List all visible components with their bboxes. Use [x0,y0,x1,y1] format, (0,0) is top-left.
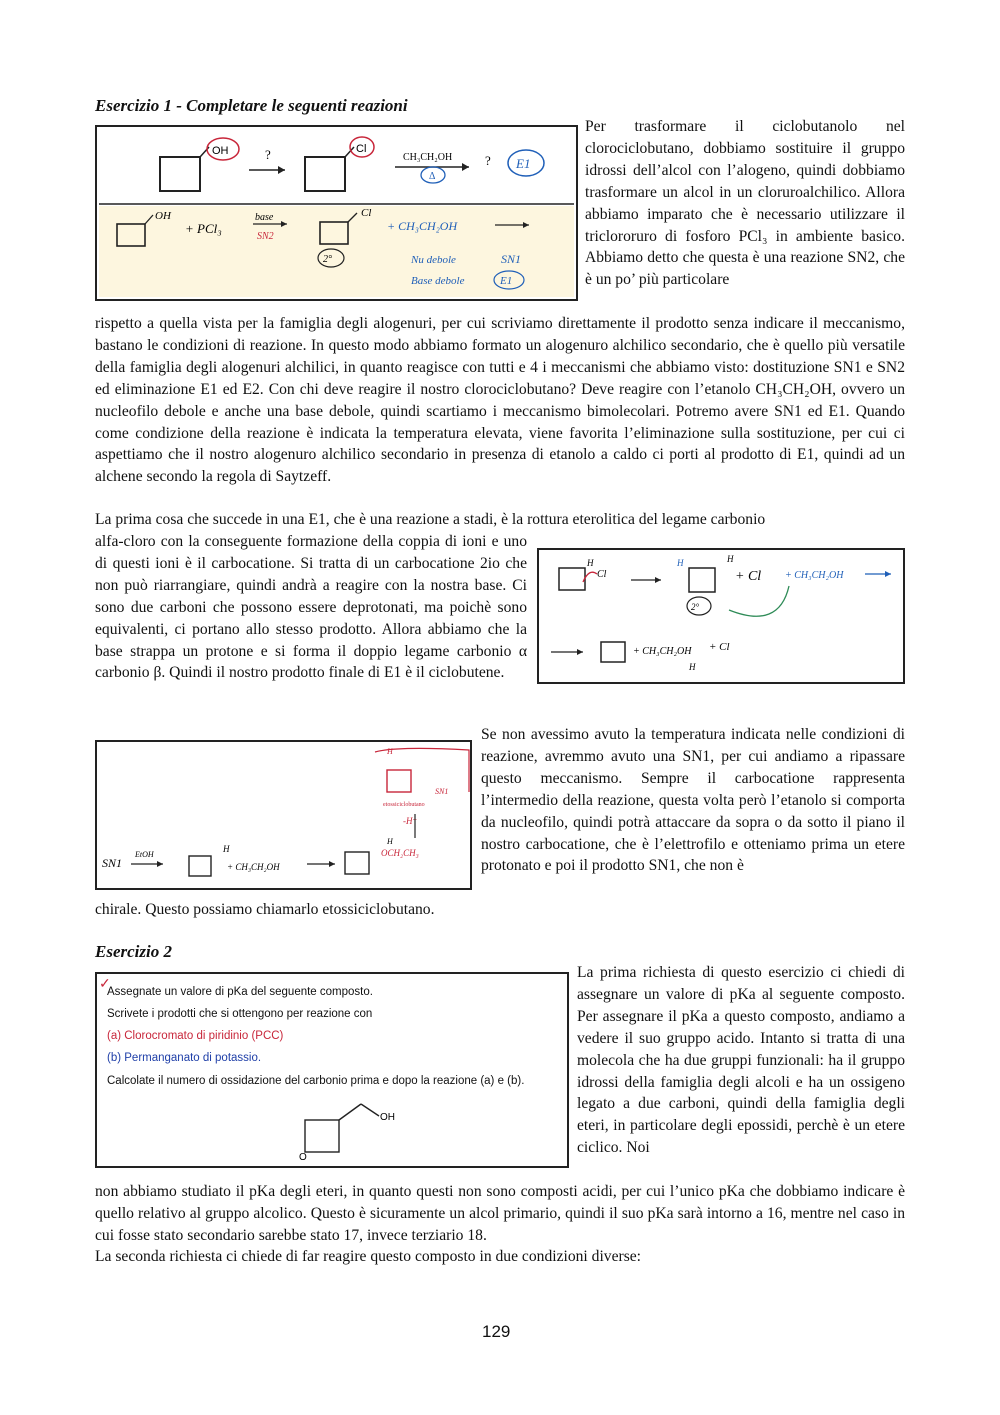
fig2-plus-cl: + Cl [735,569,762,584]
oxetane-structure [287,1096,427,1162]
ex1-paragraph-6: chirale. Questo possiamo chiamarlo etossiciclobutano. [95,901,435,918]
fig1-e1: E1 [516,156,531,171]
fig2-plus-cl2: + Cl [709,641,730,653]
ex2-paragraph-1: La prima richiesta di questo esercizio ci chiedi di assegnare un valore di pKa al seguente composto. Per assegnare il pKa a questo composto, andiamo a vedere il suo gruppo acido. Intanto si tratta di una molecola che ha due gruppi funzionali: ha il gruppo idrossi della famiglia degli alcoli e ha un ossigeno legato a due carboni, quindi della famiglia degli eteri, in particolare degli epossidi, perchè è un etere ciclico. Noi [577,964,905,1157]
ex1-paragraph-5: Se non avessimo avuto la temperatura indicata nelle condizioni di reazione, avremmo avuto una SN1, per cui andiamo a ripassare questo meccanismo. Sempre il carbocatione rappresenta l’intermedio della reazione, questa volta però l’etanolo si comporta da nucleofilo, quindi potrà attaccare da sopra o da sotto il piano il nostro carbocatione, che è l’elettrofilo e otteniamo prima un etere protonato e poi il prodotto SN1, che non è [481,726,905,875]
ex2-line-3: (a) Clorocromato di piridinio (PCC) [107,1030,284,1042]
ex1-paragraph-4: alfa-cloro con la conseguente formazione della coppia di ioni e uno di questi ioni è il carbocatione. Si tratta di un carbocatione 2io che non può riarrangiare, quindi andrà a reagire con la nostra base. Ci sono due carboni che possono essere deprotonati, ma poichè sono equivalenti, ci portano allo stesso prodotto. Allora abbiamo che la base strappa un protone e si forma il doppio legame carbonio α carbonio β. Quindi il nostro prodotto finale di E1 è il ciclobutene. [95,533,527,682]
fig1-q2: ? [485,153,491,168]
fig2-h1: H [587,558,594,568]
figure-reaction-scheme-1 [95,125,578,301]
fig1-e1b: E1 [500,275,513,287]
fig2-h4: H [689,662,696,672]
ex2-line-4: (b) Permanganato di potassio. [107,1052,262,1064]
ex2-line-2: Scrivete i prodotti che si ottengono per reazione con [107,1008,373,1020]
ex1-paragraph-1: Per trasformare il ciclobutanolo nel clorociclobutano, dobbiamo sostituire il gruppo idrossi dell’alcol con l’alogeno, quindi dobbiamo trasformare un alcol in un cloruroalchilico. Allora abbiamo imparato che è necessario utilizzare il triclororuro di fosforo PCl₃ in ambiente basico. Abbiamo detto che questa è una reazione SN2, che è un po’ più particolare [585,118,905,289]
fig2-h2: H [677,558,684,568]
fig1-deg2: 2° [323,254,332,265]
fig1-sn1: SN1 [501,252,522,266]
fig1-nu: Nu debole [411,254,456,266]
fig1-etoh2: + CH₃CH₂OH [387,219,458,233]
exercise-2-title: Esercizio 2 [95,942,172,961]
fig2-etoh: + CH₃CH₂OH [785,570,844,581]
exercise-2-prompt-box [95,972,569,1168]
fig1-reagent: CH₃CH₂OH [403,152,453,163]
fig1-cl2: Cl [361,207,372,219]
fig3-etoh2: + CH₃CH₂OH [227,862,280,872]
figure-e1-mechanism [537,548,905,684]
fig1-oh: OH [212,145,229,157]
oh-label: OH [380,1112,395,1123]
fig1-oh2: OH [155,210,171,222]
figure-sn1-mechanism [95,740,472,890]
fig1-bd: Base debole [411,275,465,287]
fig3-et-bottom: OCH₂CH₃ [381,848,419,858]
fig3-h3: H [387,837,393,846]
fig1-base: base [255,212,274,223]
o-label: O [299,1152,307,1162]
fig2-etoh-prot: + CH₃CH₂OH [633,646,692,657]
fig1-sn2: SN2 [257,231,274,242]
ex2-paragraph-2: non abbiamo studiato il pKa degli eteri, in quanto questi non sono composti acidi, per cui l’unico pKa che dobbiamo indicare è quello relativo al gruppo alcolico. Questo è sicuramente un alcol primario, quindi il suo pKa sarà intorno a 16, mentre nel caso in cui fosse stato secondario sarebbe stato 17, invece terziario 18. [95,1183,905,1244]
fig3-h2: H [387,747,393,756]
fig1-delta: Δ [429,171,436,182]
fig3-sn1: SN1 [102,856,123,870]
ex1-paragraph-3: La prima cosa che succede in una E1, che è una reazione a stadi, è la rottura eterolitica del legame carbonio [95,511,766,528]
fig3-etoh: EtOH [135,850,154,859]
page-number: 129 [482,1322,511,1341]
fig2-deg: 2° [691,602,700,612]
check-mark-icon: ✓ [99,977,111,992]
fig2-cl1: Cl [597,569,607,580]
ex2-line-1: Assegnate un valore di pKa del seguente composto. [107,986,373,998]
fig3-h1: H [223,844,230,854]
ex2-line-5: Calcolate il numero di ossidazione del carbonio prima e dopo la reazione (a) e (b). [107,1075,525,1087]
exercise-1-title: Esercizio 1 - Completare le seguenti reazioni [95,96,408,115]
ex1-paragraph-2: rispetto a quella vista per la famiglia degli alogenuri, per cui scriviamo direttamente il prodotto senza indicare il meccanismo, bastano le condizioni di reazione. In questo modo abbiamo formato un alogenuro alchilico secondario, che è quello più versatile della famiglia degli alogenuri alchilici, in quanto reagisce con tutti e 4 i meccanismi che abbiamo visto: dostituzione SN1 e SN2 ed eliminazione E1 ed E2. Con chi deve reagire il nostro clorociclobutano? Deve reagire con l’etanolo CH₃CH₂OH, ovvero un nucleofilo debole e anche una base debole, quindi scartiamo i meccanismo bimolecolari. Potremo avere SN1 ed E1. Quando come condizione della reazione è indicata la temperatura elevata, viene favorita l’eliminazione sulla sostituzione, per cui ci aspettiamo che il nostro alogenuro alchilico secondario in presenza di etanolo a caldo ci porti al prodotto di E1, quindi ad un alchene secondo la regola di Saytzeff. [95,315,905,486]
fig2-h3: H [727,554,734,564]
fig3-hcl: -H⁺ [403,816,418,826]
fig1-pcl3: + PCl₃ [185,221,222,236]
fig1-cl: Cl [356,143,367,155]
fig1-q1: ? [265,147,271,162]
fig3-sn1b: SN1 [435,787,449,796]
fig3-name: etossiciclobutano [383,802,425,808]
ex2-paragraph-3: La seconda richiesta ci chiede di far reagire questo composto in due condizioni diverse: [95,1248,642,1265]
